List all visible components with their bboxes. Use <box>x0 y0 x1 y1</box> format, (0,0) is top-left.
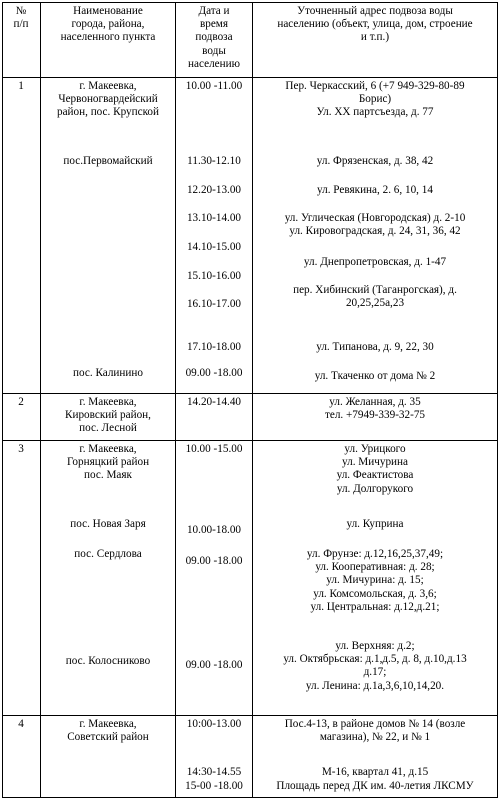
row-1-address-6: ул. Днепропетровская, д. 1-47 <box>303 256 447 268</box>
table-border-top <box>2 2 497 3</box>
header-time: Дата и время подвоза воды населению <box>188 5 240 70</box>
row-3-number: 3 <box>18 443 24 455</box>
row-4-address-1: Пос.4-13, в районе домов № 14 (возле магазина), № 22, и № 1 <box>284 718 466 744</box>
row-2-time-1: 14.20-14.40 <box>186 396 242 408</box>
row-1-address-8: ул. Типанова, д. 9, 22, 30 <box>316 341 434 353</box>
row-1-place: г. Макеевка, Червоногвардейский район, пос. Крупской <box>56 80 160 119</box>
row-1-number: 1 <box>18 80 24 92</box>
header-number: № п/п <box>13 5 29 31</box>
row-1-place-pervomaisky: пос.Первомайский <box>63 155 153 167</box>
row-3-address-3: ул. Фрунзе: д.12,16,25,37,49; ул. Кооперативная: д. 28; ул. Мичурина: д. 15; ул. Комсомольская, д. 3,6; ул. Центральная: д.12,д.21; <box>306 548 444 613</box>
col-border-right <box>497 2 498 798</box>
row-3-address-4: ул. Верхняя: д.2; ул. Октябрьская: д.1,д.5, д. 8, д.10,д.13 д.17; ул. Ленина: д.1а,3,6,10,14,20. <box>283 640 467 692</box>
row-1-time-9: 09.00 -18.00 <box>185 367 243 379</box>
row-3-time-1: 10.00 -15.00 <box>185 443 243 455</box>
row-4-time-2: 14:30-14.55 <box>186 766 242 778</box>
row-3-place-serdlova: пос. Сердлова <box>74 548 142 560</box>
row-4-time-1: 10:00-13.00 <box>186 718 242 730</box>
row-1-address-7: пер. Хибинский (Таганрогская), д. 20,25,25а,23 <box>293 284 457 310</box>
header-place: Наименование города, района, населенного пункта <box>60 5 156 44</box>
row-3-time-4: 09.00 -18.00 <box>185 659 243 671</box>
row-separator-1-2 <box>2 393 497 394</box>
row-2-place: г. Макеевка, Кировский район, пос. Лесной <box>65 396 151 435</box>
row-3-place-novaya-zarya: пос. Новая Заря <box>70 518 146 530</box>
table-border-bottom <box>2 797 497 798</box>
row-1-address-2: ул. Фрязенская, д. 38, 42 <box>316 155 434 167</box>
row-4-address-3: Площадь перед ДК им. 40-летия ЛКСМУ <box>276 780 474 792</box>
row-3-place-kolosnikovo: пос. Колосниково <box>65 655 151 667</box>
row-1-address-1: Пер. Черкасский, 6 (+7 949-329-80-89 Борис) Ул. XX партсъезда, д. 77 <box>285 80 465 119</box>
row-1-time-3: 12.20-13.00 <box>186 184 242 196</box>
row-1-address-4: ул. Углическая (Новгородская) д. 2-10 ул. Кировоградская, д. 24, 31, 36, 42 <box>284 212 466 238</box>
header-separator <box>2 77 497 78</box>
row-1-time-1: 10.00 -11.00 <box>185 80 243 92</box>
row-3-time-3: 09.00 -18.00 <box>185 555 243 567</box>
row-3-time-2: 10.00-18.00 <box>186 524 242 536</box>
row-1-address-3: ул. Ревякина, 2. 6, 10, 14 <box>317 184 433 196</box>
row-4-time-3: 15-00 -18.00 <box>185 780 243 792</box>
row-4-place: г. Макеевка, Советский район <box>67 718 149 744</box>
row-1-time-8: 17.10-18.00 <box>186 341 242 353</box>
row-4-number: 4 <box>18 718 24 730</box>
row-4-address-2: М-16, квартал 41, д.15 <box>321 766 429 778</box>
row-1-time-6: 15.10-16.00 <box>186 270 242 282</box>
row-1-address-9: ул. Ткаченко от дома № 2 <box>314 370 436 382</box>
row-separator-3-4 <box>2 715 497 716</box>
row-2-address-1: ул. Желанная, д. 35 тел. +7949-339-32-75 <box>324 396 426 422</box>
row-1-time-4: 13.10-14.00 <box>186 212 242 224</box>
row-3-address-2: ул. Куприна <box>346 518 404 530</box>
row-1-time-5: 14.10-15.00 <box>186 241 242 253</box>
row-1-time-2: 11.30-12.10 <box>187 155 241 167</box>
row-3-address-1: ул. Урицкого ул. Мичурина ул. Феактистова ул. Долгорукого <box>336 443 414 495</box>
row-separator-2-3 <box>2 440 497 441</box>
row-1-place-kalinino: пос. Калинино <box>73 367 143 379</box>
row-3-place: г. Макеевка, Горняцкий район пос. Маяк <box>66 443 150 482</box>
header-address: Уточненный адрес подвоза воды населению (объект, улица, дом, строение и т.п.) <box>277 5 473 44</box>
row-1-time-7: 16.10-17.00 <box>186 298 242 310</box>
row-2-number: 2 <box>18 396 24 408</box>
